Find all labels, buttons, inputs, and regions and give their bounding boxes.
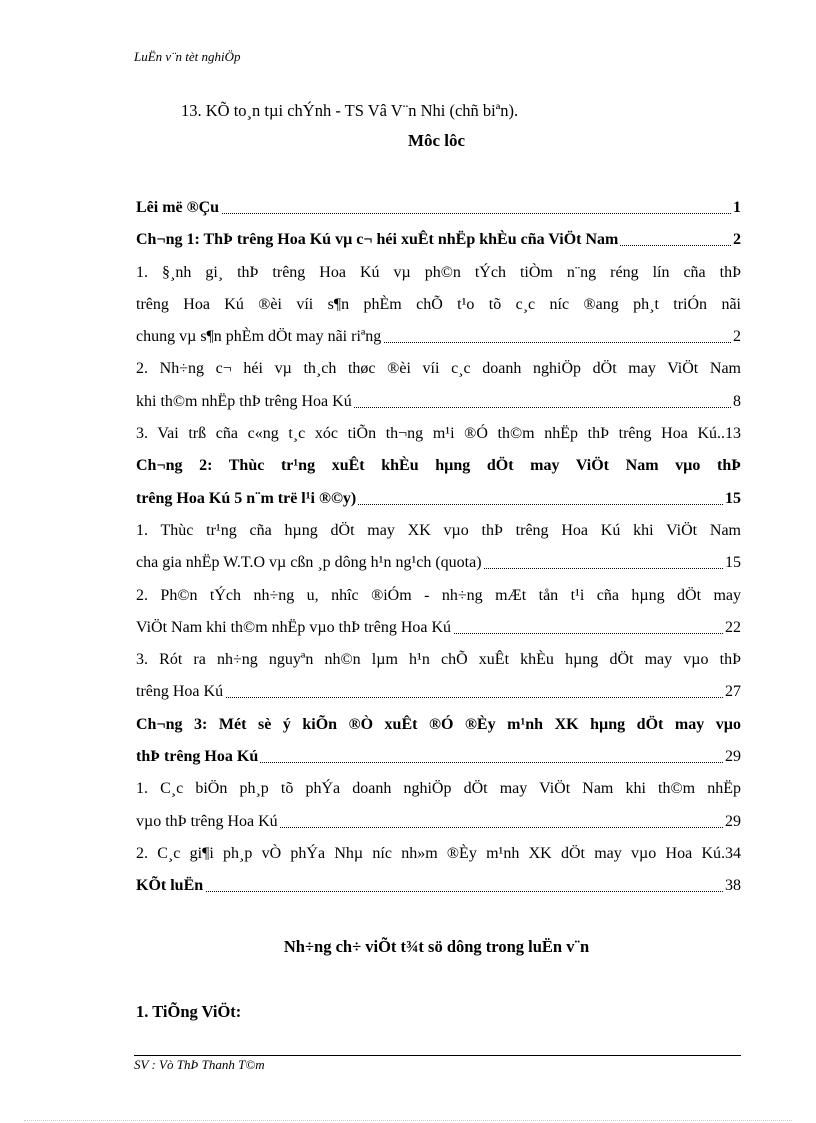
reference-item: 13. KÕ to¸n tµi chÝnh - TS Vâ V¨n Nhi (chñ biªn).	[181, 101, 519, 120]
page-header: LuËn v¨n tèt nghiÖp	[134, 49, 241, 64]
toc-line: vµo thÞ trêng Hoa Kú 29	[136, 810, 741, 842]
toc-title: Môc lôc	[407, 131, 466, 150]
toc-line: Ch¬ng 2: Thùc tr¹ng xuÊt khÈu hµng dÖt may ViÖt Nam vµo thÞ	[136, 454, 741, 486]
toc-line: 2. Ph©n tÝch nh÷ng u, nhîc ®iÓm - nh÷ng mÆt tån t¹i cña hµng dÖt may	[136, 584, 741, 616]
toc-line: ViÖt Nam khi th©m nhËp vµo thÞ trêng Hoa Kú 22	[136, 616, 741, 648]
toc-line: khi th©m nhËp thÞ trêng Hoa Kú 8	[136, 390, 741, 422]
toc-line: 3. Vai trß cña c«ng t¸c xóc tiÕn th¬ng m¹i ®Ó th©m nhËp thÞ trêng Hoa Kú..13	[136, 422, 741, 454]
toc-line: 1. Thùc tr¹ng cña hµng dÖt may XK vµo thÞ trêng Hoa Kú khi ViÖt Nam	[136, 519, 741, 551]
toc-line: 2. C¸c gi¶i ph¸p vÒ phÝa Nhµ níc nh»m ®Èy m¹nh XK dÖt may vµo Hoa Kú.34	[136, 842, 741, 874]
toc-line: thÞ trêng Hoa Kú 29	[136, 745, 741, 777]
toc-line: 1. §¸nh gi¸ thÞ trêng Hoa Kú vµ ph©n tÝch tiÒm n¨ng réng lín cña thÞ	[136, 261, 741, 293]
toc-line: chung vµ s¶n phÈm dÖt may nãi riªng 2	[136, 325, 741, 357]
toc-line: trêng Hoa Kú 27	[136, 680, 741, 712]
toc-line: Ch¬ng 1: ThÞ trêng Hoa Kú vµ c¬ héi xuÊt nhËp khÈu cña ViÖt Nam 2	[136, 228, 741, 260]
page-break-divider	[24, 1120, 792, 1121]
toc-line: trêng Hoa Kú ®èi víi s¶n phÈm chÕ t¹o tõ c¸c níc ®ang ph¸t triÓn nãi	[136, 293, 741, 325]
toc-line: cha gia nhËp W.T.O vµ cßn ¸p dông h¹n ng¹ch (quota) 15	[136, 551, 741, 583]
abbreviations-title: Nh÷ng ch÷ viÕt t¾t sö dông trong luËn v¨n	[283, 937, 590, 956]
toc-line: 3. Rót ra nh÷ng nguyªn nh©n lµm h¹n chÕ xuÊt khÈu hµng dÖt may vµo thÞ	[136, 648, 741, 680]
toc-line: trêng Hoa Kú 5 n¨m trë l¹i ®©y) 15	[136, 487, 741, 519]
page-footer: SV : Vò ThÞ Thanh T©m	[134, 1057, 265, 1072]
toc-line: 1. C¸c biÖn ph¸p tõ phÝa doanh nghiÖp dÖt may ViÖt Nam khi th©m nhËp	[136, 777, 741, 809]
footer-rule	[134, 1055, 741, 1056]
toc-line: 2. Nh÷ng c¬ héi vµ th¸ch thøc ®èi víi c¸c doanh nghiÖp dÖt may ViÖt Nam	[136, 357, 741, 389]
toc-line: Lêi më ®Çu 1	[136, 196, 741, 228]
abbreviations-subheading: 1. TiÕng ViÖt:	[136, 1002, 242, 1021]
toc-line: KÕt luËn 38	[136, 874, 741, 906]
table-of-contents	[136, 196, 741, 907]
toc-line: Ch¬ng 3: Mét sè ý kiÕn ®Ò xuÊt ®Ó ®Èy m¹nh XK hµng dÖt may vµo	[136, 713, 741, 745]
